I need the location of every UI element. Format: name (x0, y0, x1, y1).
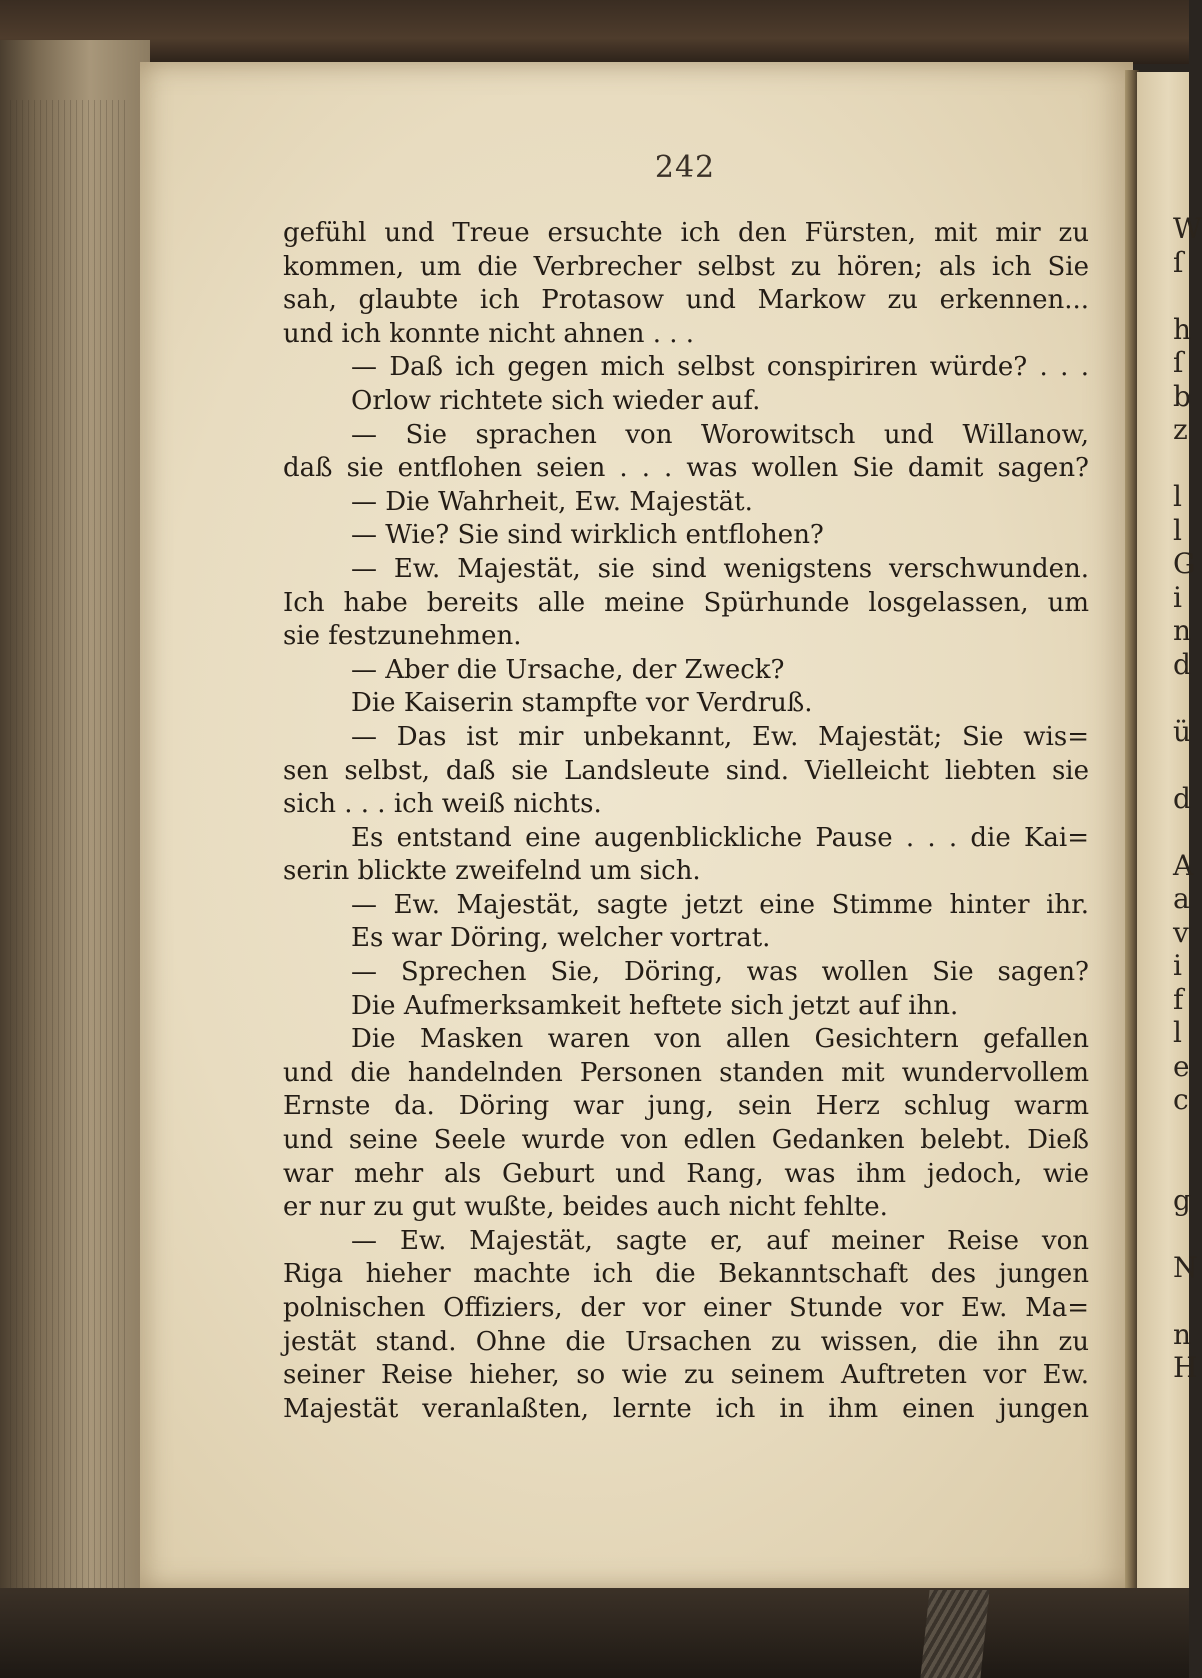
text-line: kommen, um die Verbrecher selbst zu hören; als ich Sie (283, 251, 1089, 282)
text-line: Ich habe bereits alle meine Spürhunde losgelassen, um (283, 587, 1089, 618)
page-edge-lines (10, 100, 130, 1660)
text-line: Es war Döring, welcher vortrat. (351, 923, 771, 954)
text-line: Die Kaiserin stampfte vor Verdruß. (351, 688, 813, 719)
binding-top (0, 0, 1189, 64)
text-line: war mehr als Geburt und Rang, was ihm jedoch, wie (283, 1158, 1089, 1189)
text-line: Es entstand eine augenblickliche Pause . . . die Kai= (351, 822, 1089, 853)
text-line: — Wie? Sie sind wirklich entflohen? (351, 520, 824, 551)
next-page-letters: W ſ h ſ b z l l G i n d ü d A a v i f l e c g N n H (1173, 212, 1202, 1384)
text-line: und die handelnden Personen standen mit wundervollem (283, 1057, 1089, 1088)
text-line: Die Aufmerksamkeit heftete sich jetzt auf ihn. (351, 990, 959, 1021)
text-line: — Sprechen Sie, Döring, was wollen Sie sagen? (351, 957, 1089, 988)
text-line: und ich konnte nicht ahnen . . . (283, 318, 695, 349)
text-line: Ernste da. Döring war jung, sein Herz schlug warm (283, 1091, 1089, 1122)
text-line: — Das ist mir unbekannt, Ew. Majestät; Sie wis= (351, 721, 1089, 752)
text-line: polnischen Offiziers, der vor einer Stunde vor Ew. Ma= (283, 1293, 1089, 1323)
text-line: und seine Seele wurde von edlen Gedanken belebt. Dieß (283, 1125, 1089, 1156)
text-line: sich . . . ich weiß nichts. (283, 789, 602, 820)
text-line: — Ew. Majestät, sagte jetzt eine Stimme hinter ihr. (351, 889, 1089, 920)
text-line: — Aber die Ursache, der Zweck? (351, 654, 785, 685)
text-line: Orlow richtete sich wieder auf. (351, 385, 761, 416)
text-line: gefühl und Treue ersuchte ich den Fürsten, mit mir zu (283, 218, 1089, 248)
text-line: — Sie sprachen von Worowitsch und Willanow, (351, 419, 1089, 450)
text-line: jestät stand. Ohne die Ursachen zu wissen, die ihn zu (283, 1326, 1089, 1357)
text-line: — Die Wahrheit, Ew. Majestät. (351, 486, 753, 517)
page-text (283, 217, 1089, 1426)
text-line: Die Masken waren von allen Gesichtern gefallen (351, 1024, 1089, 1055)
text-line: sen selbst, daß sie Landsleute sind. Vielleicht liebten sie (283, 755, 1089, 786)
text-line: Riga hieher machte ich die Bekanntschaft des jungen (283, 1259, 1089, 1290)
binding-bottom (0, 1588, 1189, 1678)
text-line: Majestät veranlaßten, lernte ich in ihm einen jungen (283, 1393, 1089, 1424)
text-line: seiner Reise hieher, so wie zu seinem Auftreten vor Ew. (283, 1360, 1089, 1391)
text-line: sah, glaubte ich Protasow und Markow zu erkennen... (283, 285, 1089, 316)
text-line: — Ew. Majestät, sagte er, auf meiner Reise von (351, 1225, 1089, 1256)
bookmark-ribbon (920, 1590, 989, 1678)
text-line: sie festzunehmen. (283, 621, 522, 652)
page-block-edge (0, 40, 150, 1660)
text-line: er nur zu gut wußte, beides auch nicht fehlte. (283, 1192, 888, 1223)
next-page-sliver (1137, 72, 1202, 1592)
text-line: — Daß ich gegen mich selbst conspiriren würde? . . . (351, 352, 1089, 383)
text-line: daß sie entflohen seien . . . was wollen Sie damit sagen? (283, 453, 1089, 484)
text-line: — Ew. Majestät, sie sind wenigstens verschwunden. (351, 553, 1089, 584)
text-line: serin blickte zweifelnd um sich. (283, 856, 701, 887)
page-number: 242 (654, 150, 716, 185)
